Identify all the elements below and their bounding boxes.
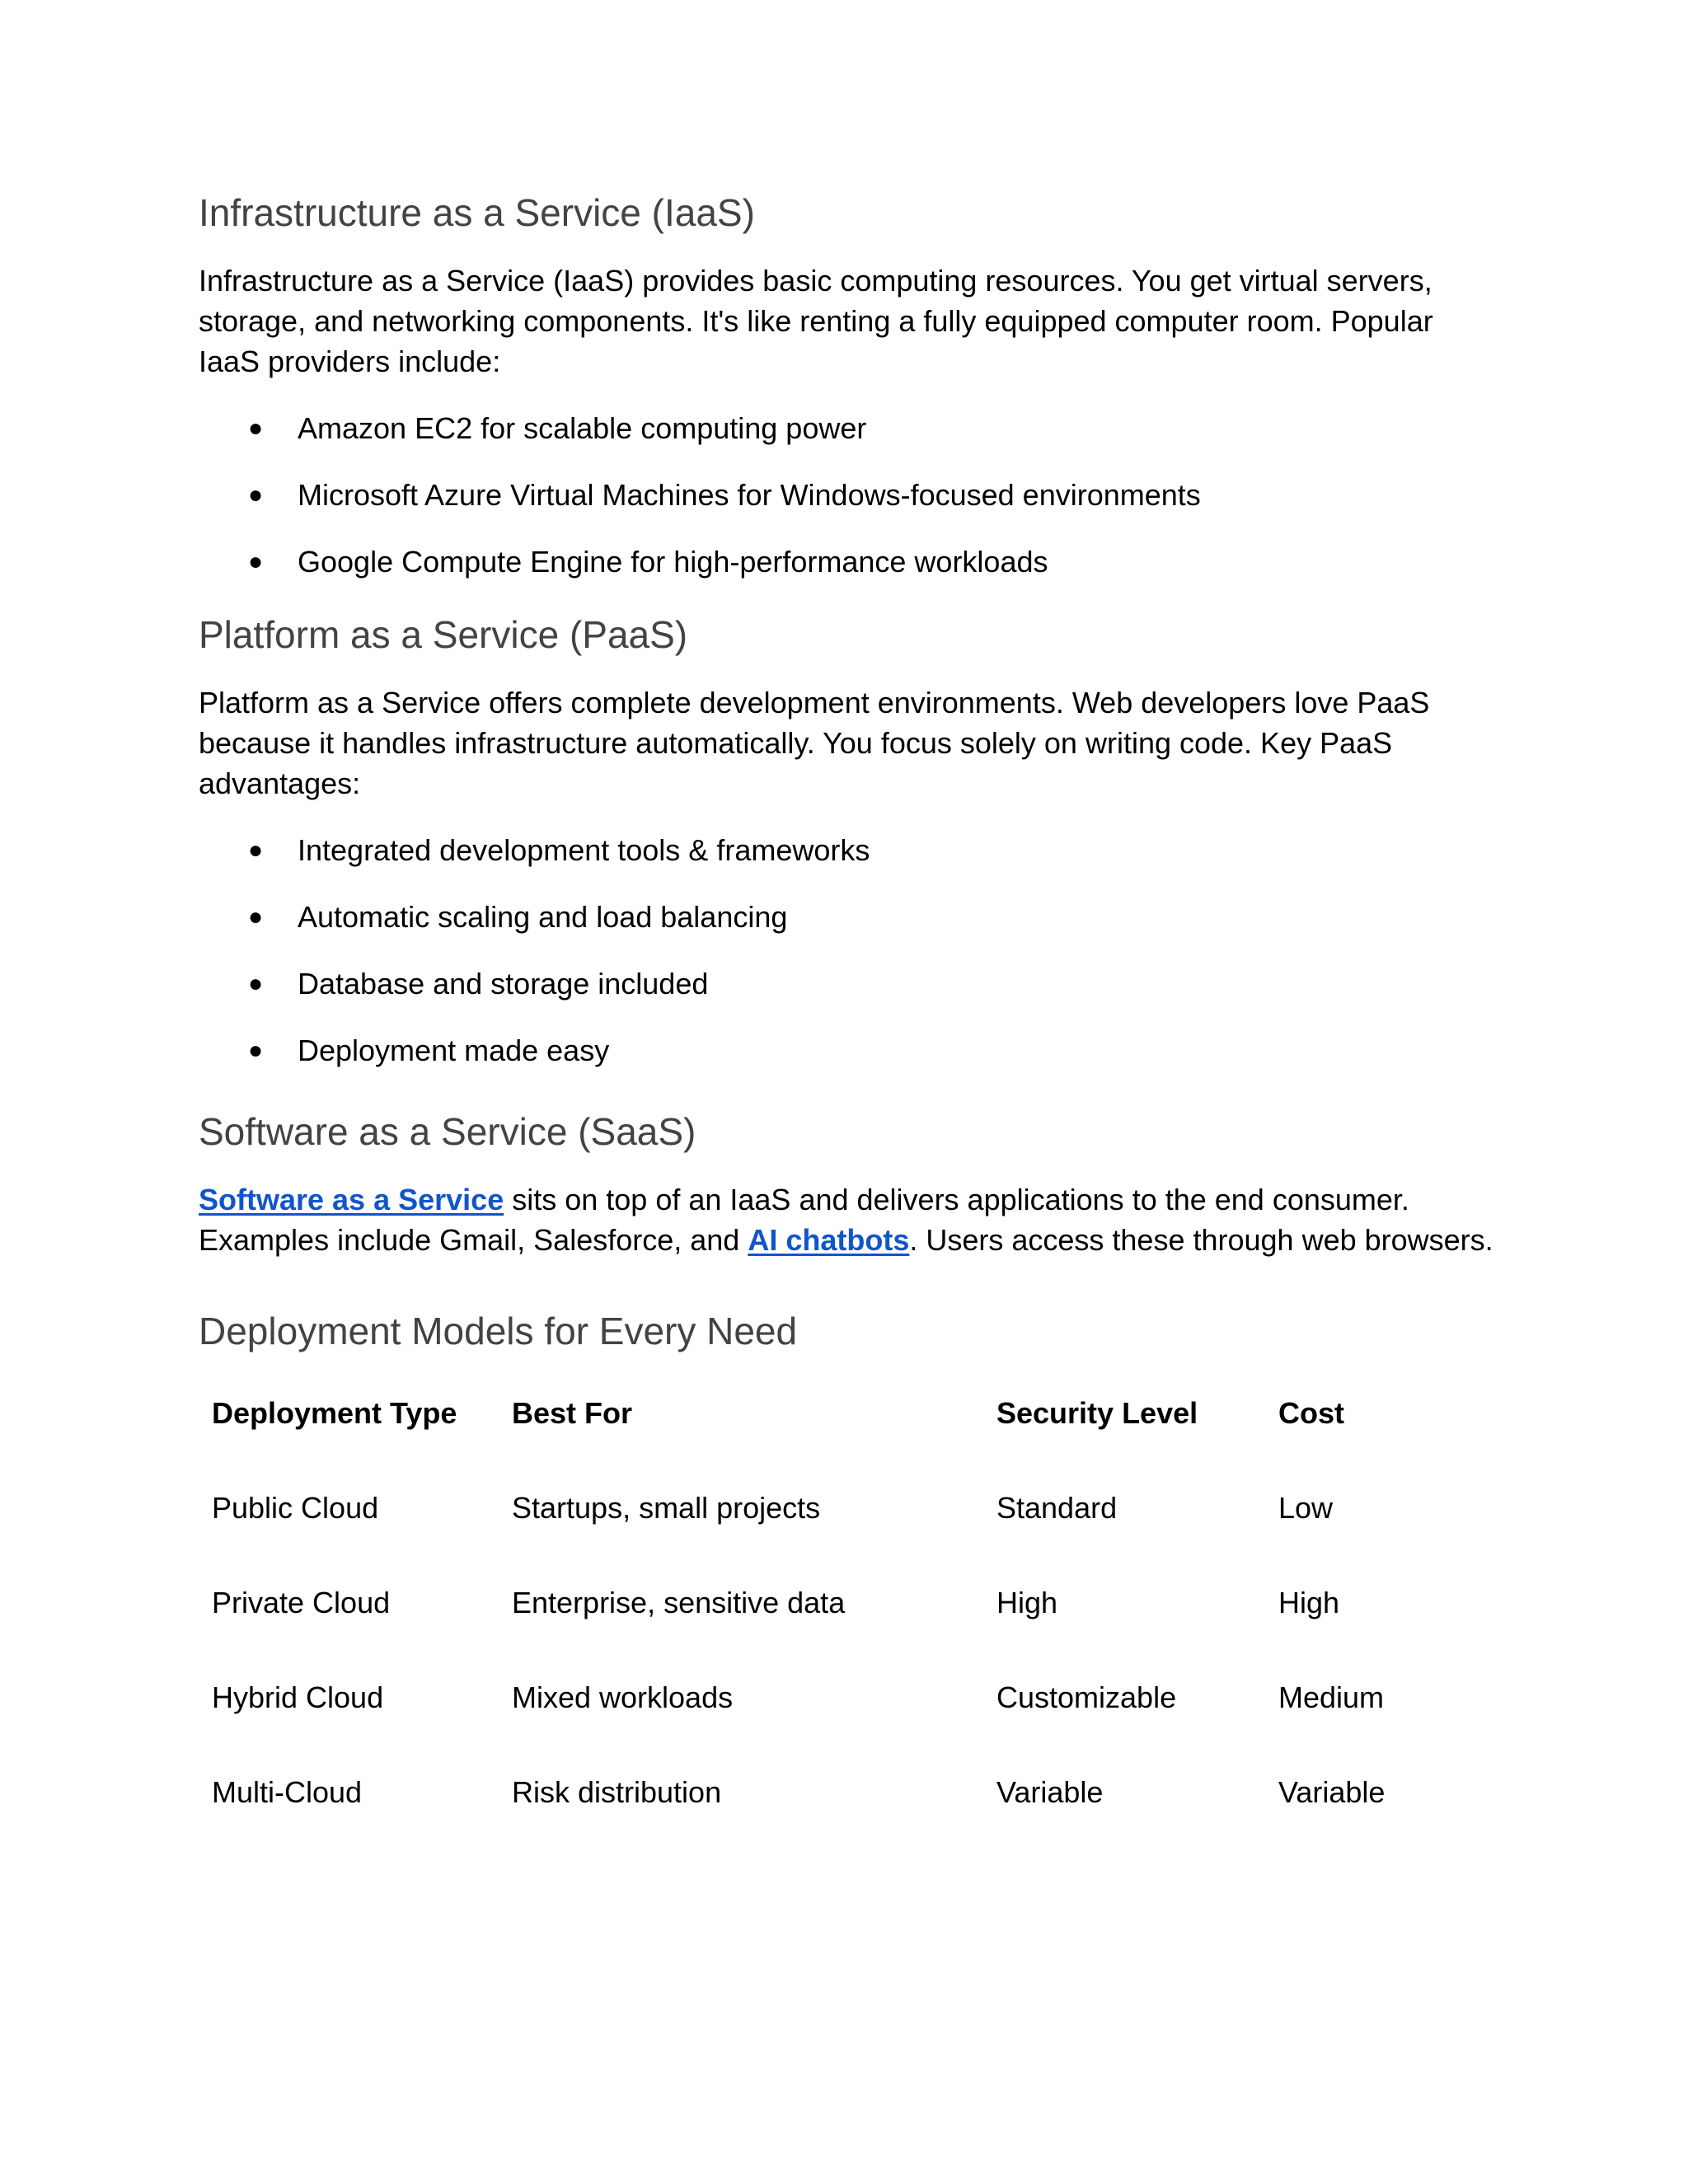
list-item-text: Deployment made easy [298, 1033, 610, 1067]
list-item-text: Integrated development tools & frameworks [298, 833, 870, 867]
list-item-text: Amazon EC2 for scalable computing power [298, 411, 867, 445]
table-cell: Multi-Cloud [212, 1774, 363, 1809]
list-item [199, 475, 1501, 515]
bullet-icon: ● [248, 837, 264, 864]
table-cell: Variable [996, 1774, 1104, 1809]
table-cell: Hybrid Cloud [212, 1680, 384, 1714]
bullet-icon: ● [248, 548, 264, 575]
deployment-table [212, 1366, 1443, 1840]
saas-text-2: . Users access these through web browsers. [909, 1223, 1493, 1257]
list-iaas [199, 408, 1501, 582]
table-header-cell: Cost [1278, 1395, 1344, 1430]
bullet-icon: ● [248, 481, 264, 509]
table-row [212, 1555, 1443, 1650]
table-cell: Risk distribution [512, 1774, 722, 1809]
bullet-icon: ● [248, 903, 264, 930]
heading-deployment: Deployment Models for Every Need [199, 1310, 798, 1352]
table-header-cell: Deployment Type [212, 1395, 457, 1430]
table-cell: Private Cloud [212, 1585, 391, 1619]
document-page [199, 190, 1501, 1840]
heading-saas: Software as a Service (SaaS) [199, 1110, 696, 1153]
link-software-as-a-service[interactable]: Software as a Service [199, 1183, 504, 1216]
list-paas [199, 830, 1501, 1071]
table-row [212, 1460, 1443, 1555]
table-cell: Public Cloud [212, 1490, 379, 1525]
list-item-text: Microsoft Azure Virtual Machines for Windows-focused environments [298, 478, 1201, 512]
table-cell: High [996, 1585, 1058, 1619]
table-row [212, 1650, 1443, 1745]
table-header-cell: Best For [512, 1395, 633, 1430]
bullet-icon: ● [248, 415, 264, 442]
table-cell: Enterprise, sensitive data [512, 1585, 846, 1619]
bullet-icon: ● [248, 1037, 264, 1064]
list-item [199, 541, 1501, 582]
heading-iaas: Infrastructure as a Service (IaaS) [199, 191, 755, 234]
bullet-icon: ● [248, 970, 264, 997]
table-cell: Low [1278, 1490, 1334, 1525]
paragraph-saas [199, 1179, 1501, 1260]
heading-paas: Platform as a Service (PaaS) [199, 613, 688, 656]
paragraph-paas: Platform as a Service offers complete development environments. Web developers love PaaS because it handles infrastructure automatically. You focus solely on writing code. Key PaaS advantages: [199, 686, 1430, 800]
list-item-text: Google Compute Engine for high-performance workloads [298, 545, 1048, 579]
list-item-text: Database and storage included [298, 967, 709, 1001]
list-item [199, 963, 1501, 1004]
table-header-cell: Security Level [996, 1395, 1198, 1430]
table-cell: Customizable [996, 1680, 1177, 1714]
table-cell: Standard [996, 1490, 1118, 1525]
paragraph-iaas: Infrastructure as a Service (IaaS) provides basic computing resources. You get virtual servers, storage, and networking components. It's like renting a fully equipped computer room. Popular IaaS providers include: [199, 264, 1433, 378]
table-header-row [212, 1366, 1443, 1460]
saas-text-1: sits on top of an IaaS and delivers applications to the end consumer. Examples include Gmail, Salesforce, and [199, 1183, 1409, 1257]
list-item [199, 1030, 1501, 1071]
list-item [199, 830, 1501, 870]
list-item-text: Automatic scaling and load balancing [298, 900, 788, 934]
list-item [199, 408, 1501, 448]
link-ai-chatbots[interactable]: AI chatbots [748, 1223, 910, 1257]
table-row [212, 1745, 1443, 1840]
table-cell: Variable [1278, 1774, 1386, 1809]
table-cell: Startups, small projects [512, 1490, 821, 1525]
list-item [199, 897, 1501, 937]
table-cell: Mixed workloads [512, 1680, 734, 1714]
table-cell: High [1278, 1585, 1340, 1619]
table-cell: Medium [1278, 1680, 1385, 1714]
